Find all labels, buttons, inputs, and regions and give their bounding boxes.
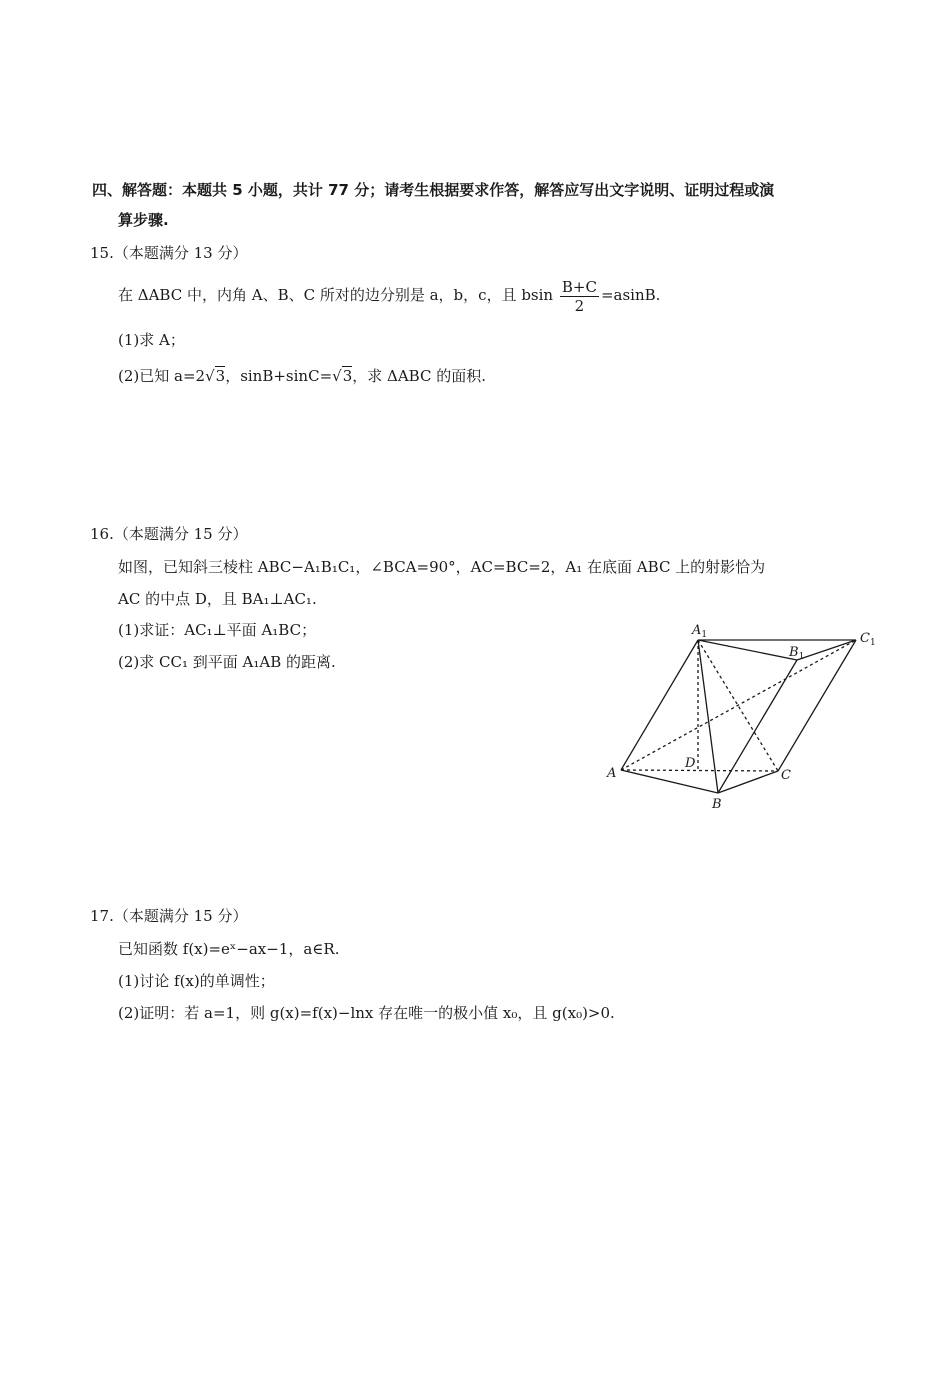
q16-stem-line1: 如图，已知斜三棱柱 ABC−A₁B₁C₁，∠BCA=90°，AC=BC=2，A₁ 在底面 ABC 上的射影恰为	[118, 558, 766, 576]
q16-part1: (1)求证：AC₁⊥平面 A₁BC；	[118, 621, 317, 639]
q17-stem: 已知函数 f(x)=eˣ−ax−1，a∈R.	[118, 940, 340, 958]
section-heading-line2: 算步骤.	[118, 211, 169, 229]
q15-part2-prefix: (2)已知 a=2	[118, 367, 206, 385]
q17-part1: (1)讨论 f(x)的单调性；	[118, 972, 275, 990]
section-heading-line1: 四、解答题：本题共 5 小题，共计 77 分；请考生根据要求作答，解答应写出文字说明、证明过程或演	[92, 181, 775, 199]
q17-part2: (2)证明：若 a=1，则 g(x)=f(x)−lnx 存在唯一的极小值 x₀，且 g(x₀)>0.	[118, 1004, 615, 1022]
q15-header: 15.（本题满分 13 分）	[90, 244, 248, 262]
q16-part2: (2)求 CC₁ 到平面 A₁AB 的距离.	[118, 653, 336, 671]
sqrt-radicand: 3	[215, 367, 226, 385]
fraction	[560, 278, 599, 315]
label-C1: $C_1$	[860, 631, 876, 648]
fraction-numerator: B+C	[561, 277, 597, 296]
q16-stem-line2: AC 的中点 D，且 BA₁⊥AC₁.	[118, 590, 317, 608]
label-A: A	[607, 766, 617, 781]
label-C: C	[781, 768, 791, 783]
q16-header: 16.（本题满分 15 分）	[90, 525, 248, 543]
label-A1: $A_1$	[692, 623, 708, 640]
prism-figure	[600, 615, 890, 815]
fraction-denominator: 2	[574, 296, 585, 315]
sqrt-icon: √	[332, 367, 342, 385]
q15-part2	[118, 366, 486, 386]
label-B: B	[712, 797, 722, 812]
q15-part2-suffix: ，求 ΔABC 的面积.	[352, 367, 486, 385]
q15-stem-prefix: 在 ΔABC 中，内角 A、B、C 所对的边分别是 a，b，c，且 bsin	[118, 286, 554, 304]
q15-part1: (1)求 A；	[118, 331, 185, 349]
sqrt-icon: √	[205, 367, 215, 385]
q15-part2-mid: ，sinB+sinC=	[225, 367, 333, 385]
label-B1: $B_1$	[789, 645, 805, 662]
q15-stem-suffix: =asinB.	[600, 286, 661, 304]
label-D: D	[685, 756, 696, 771]
sqrt-radicand: 3	[342, 367, 353, 385]
q17-header: 17.（本题满分 15 分）	[90, 907, 248, 925]
q15-stem	[118, 275, 660, 315]
